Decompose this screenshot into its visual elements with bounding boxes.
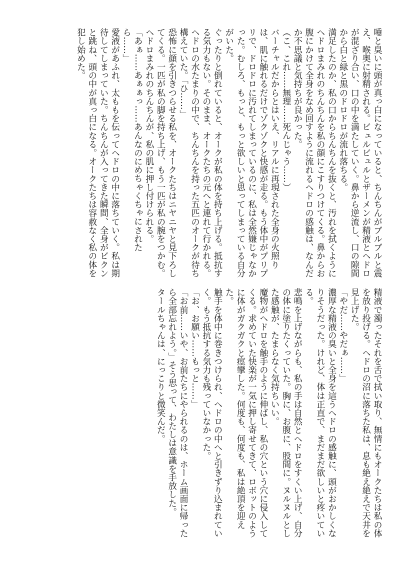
paragraph: 恐怖に顔を引きつらせる私を、オークたちはニヤニヤと見下ろしてくる。一匹が私の脚を持ち上げ、もう一匹が私の腕をつかむ。ヘドロまみれのちんちんが、私の肌に押し付けられる。 [143,28,177,278]
paragraph: 触手を体中に巻きつけられ、ヘドロの中へと引きずり込まれていく。もう抵抗する気力も残っていなかった。 [200,288,223,538]
paragraph: 満足したのか、私の口からちんちんを抜くと、汚れを拭くようにヘドロまみれのちんちんを私の顔にこすりつけてくる。鼻からお腹にかけて全身をなめ回すように流れるヘドロの感触は、なんだか不思議と気持ちが良かった。 [292,28,337,278]
paragraph: 悲鳴を上げながらも、私の手は自然とヘドロをすくい上げ、自分の体に塗りたくっていた。胸に、お腹に、股間に。ヌルヌルとした感触が、たまらなく気持ちいい。 [269,288,303,538]
text-block-top [27,28,382,280]
paragraph: 精液で濁ったそれを舌で拭い取り、無情にもオークたちは私の体を放り投げる。ヘドロの沼に落ちた私は、息も絶え絶えで天井を見上げた。 [349,288,382,538]
paragraph: 「お、お願い……もっと……」 [189,288,200,409]
paragraph: 濃厚な精液の臭いと全身を這うヘドロの感触に、頭がおかしくなりそうだった。けれど、体は正直で、まだまだ欲しいと疼いている。 [303,288,337,538]
text-block-bottom [27,288,382,540]
paragraph: バーチャルだからとはいえ、リアルに再現された全身の火照りは、肌に触れるだけでゾクゾクと快感が走る。もう体中がプリプリで、ドロドロに汚れてしまっているのに、私は全然嫌じゃなかった。むしろ、もっと、もっと欲しいと思ってしまっている自分がいた。 [223,28,280,278]
paragraph: 愛液があふれ、太ももを伝ってヘドロの中に落ちていく。私は期待してしまっていた。ちんちんが入ってきた瞬間、全身がビクンと跳ね、頭の中が真っ白になる。オークたちは容赦なく私の体を犯し始めた。 [75,28,120,278]
paragraph: ぐったりと倒れていると、オークが私の体を持ち上げる。抵抗する気力もない。そのまま、オークたちの元へと連れて行かれる。ヘドロの水たまりの中で、ちんちんを持った五匹のオークが待ち構えていた。「ひ……」 [178,28,223,278]
paragraph: 魔物がヘドロを触手のように伸ばし、私の穴という穴に侵入してくる。求めていた快楽が一気に押し寄せてきて、ロボットのように体がガクガクと痙攣した。何度も、何度も、私は絶頂を迎えた。 [223,288,268,538]
paragraph: 「お前……いや、お前たちにやられるのは、ホーム画面に帰ったら全部忘れよう。」そう思って、わたしは意識を手放した。 [166,288,189,538]
paragraph: 「あぁ……あぁぁっ……あんなのにめちゃくちゃにされたら……」 [121,28,143,252]
paragraph: 唾と臭いに頭が真っ白になっていると、ちんちんがブルブルと震え、喉奥に射精される。ビュルビュルとザーメンが精液とヘドロが混ざり合い、口の中を満たしていく。鼻から逆流し、口の隙間から白と緑と黒のドロドロが流れ落ちる。 [337,28,382,278]
paragraph: タールちゃんは、にっこりと微笑んだ。 [155,288,166,443]
paragraph: 「やだ……やだぁ……」 [337,288,348,383]
paragraph: （こ、これ……無理……死んじゃう……） [280,28,291,192]
